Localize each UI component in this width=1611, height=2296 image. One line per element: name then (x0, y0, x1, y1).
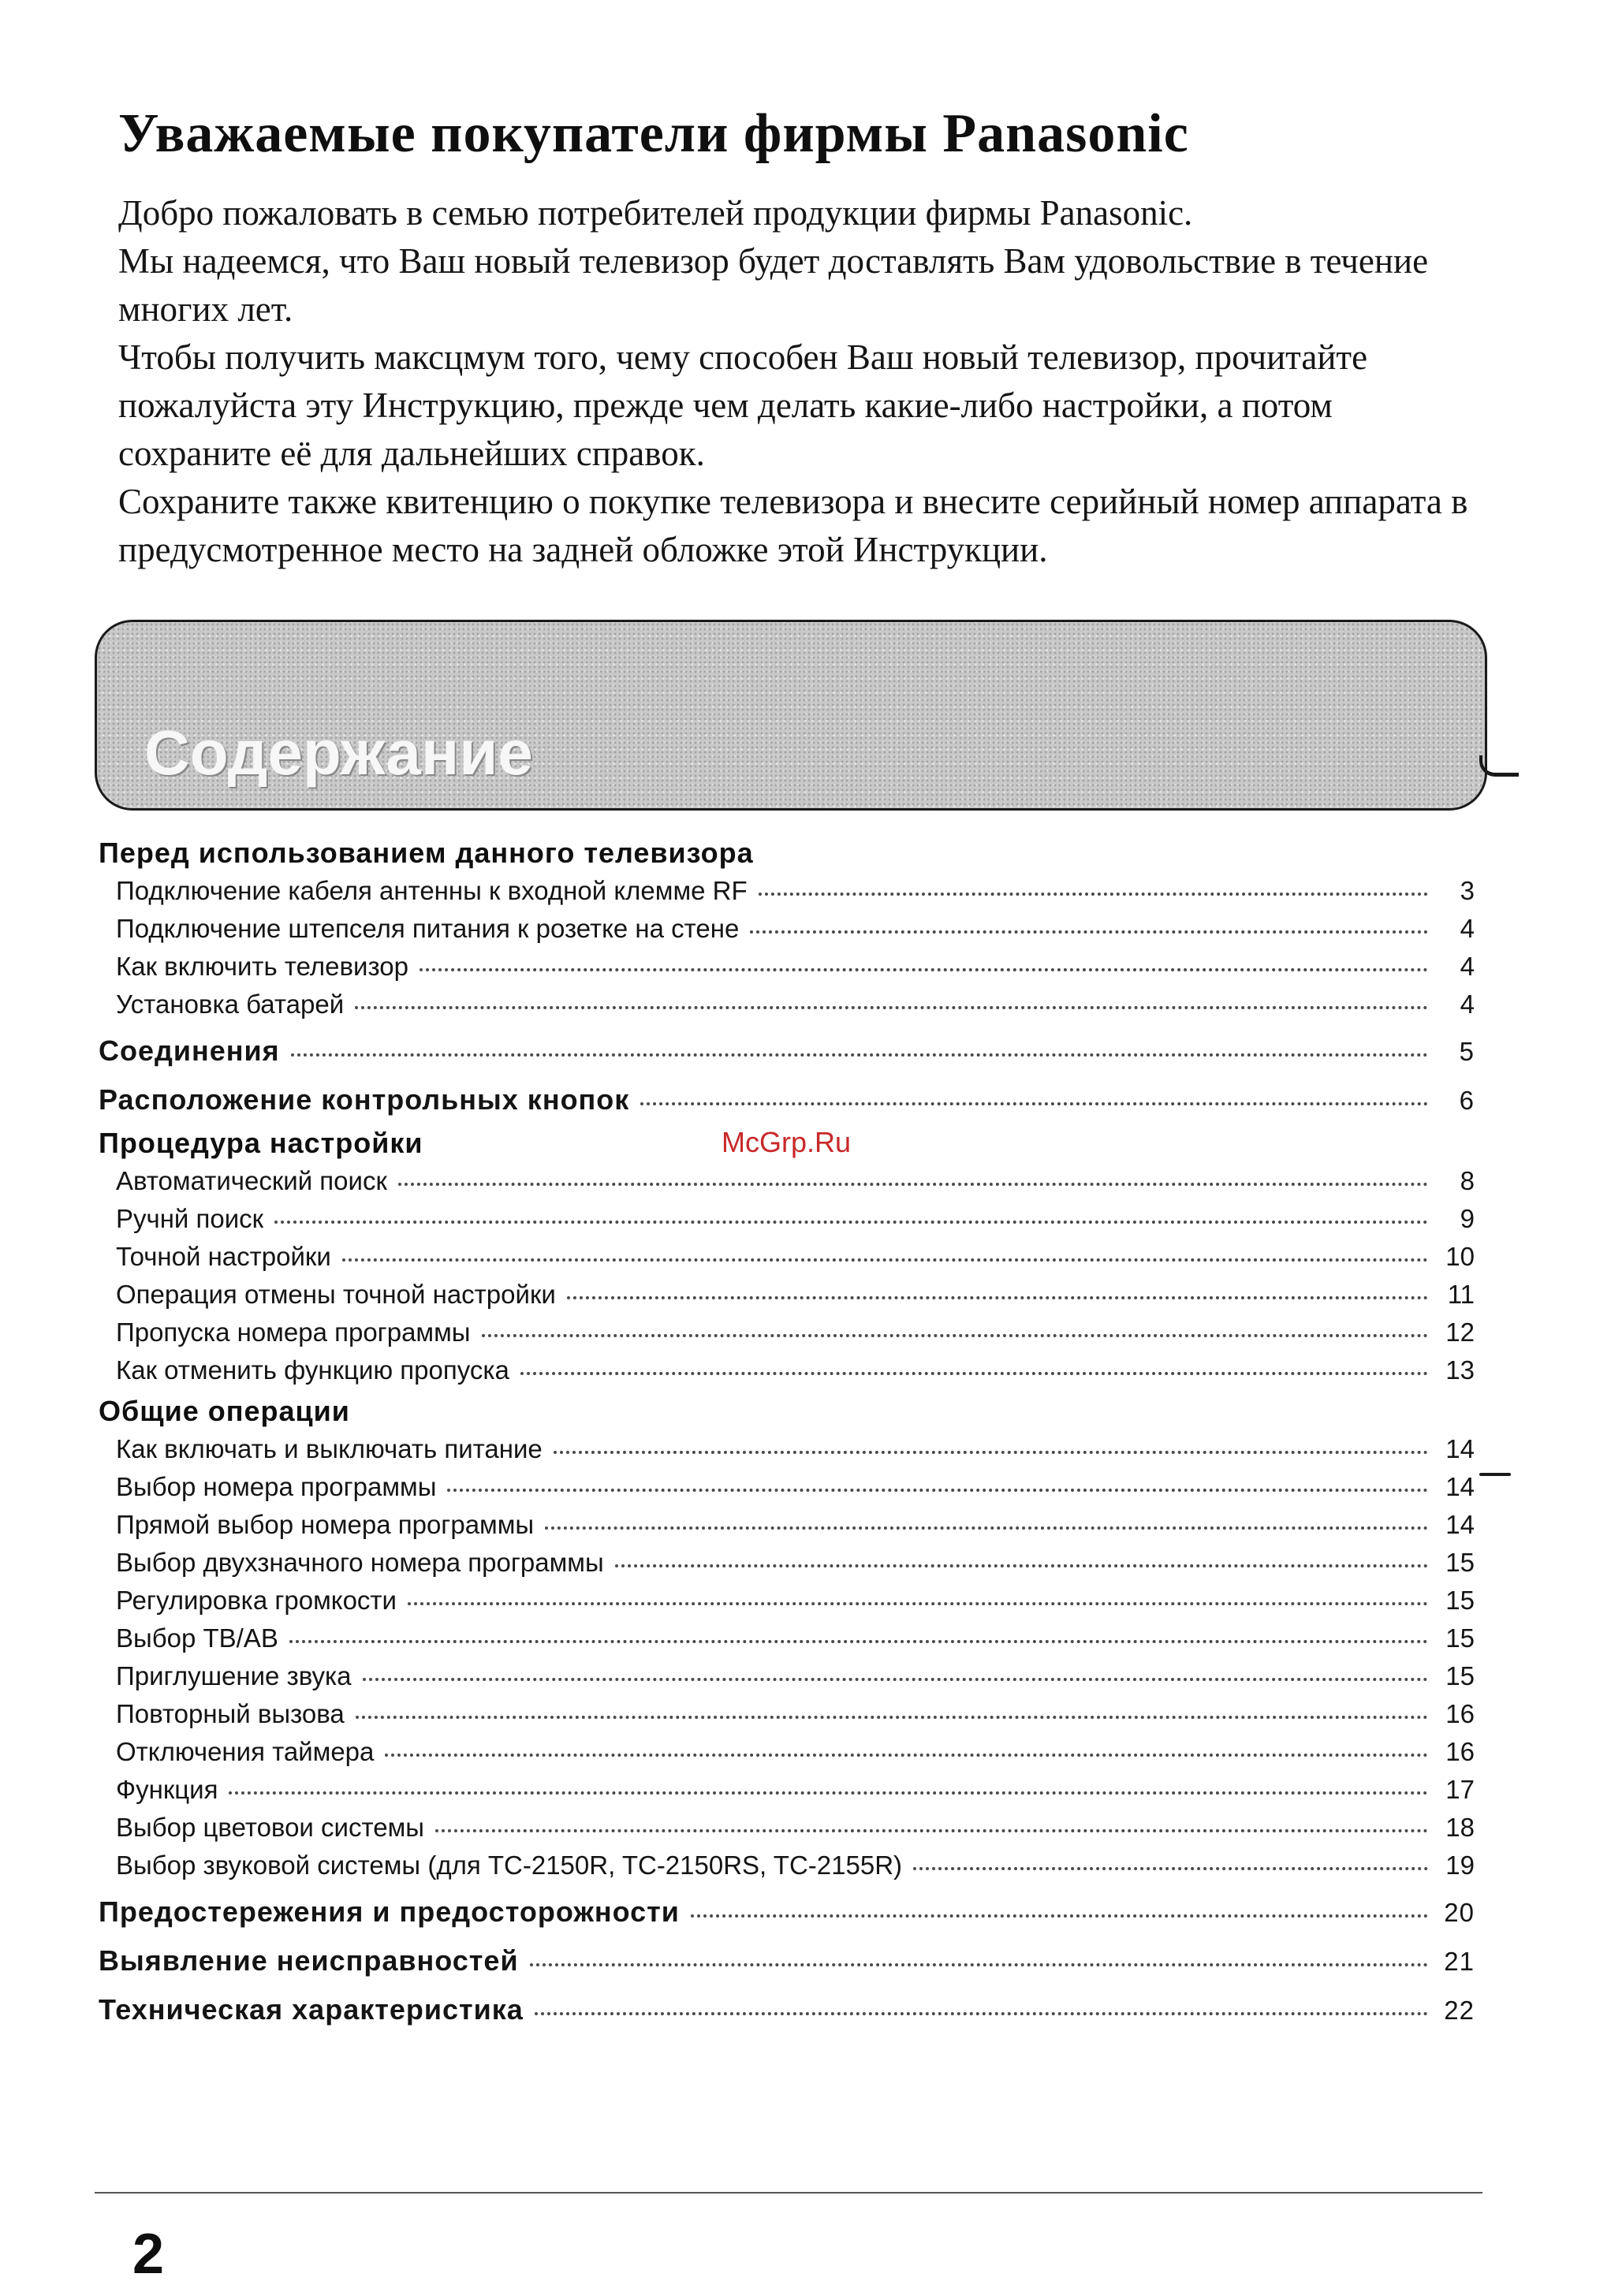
toc-section-title: Общие операции (99, 1395, 350, 1427)
dot-leader (535, 2012, 1428, 2015)
toc-entry[interactable] (99, 1351, 1475, 1389)
toc-entry-page: 15 (1445, 1661, 1475, 1690)
toc-entry-label: Операция отмены точной настройки (116, 1280, 556, 1309)
toc-entry-page: 16 (1445, 1737, 1475, 1766)
toc-entry-page: 10 (1445, 1242, 1475, 1271)
dot-leader (691, 1914, 1428, 1918)
toc-entry-label: Выбор двухзначного номера программы (116, 1548, 604, 1577)
toc-entry-label: Функция (116, 1775, 218, 1804)
toc-entry[interactable] (99, 1657, 1475, 1695)
toc-entry-page: 8 (1460, 1166, 1475, 1195)
toc-entry-page: 13 (1445, 1355, 1475, 1385)
toc-section (99, 1124, 1475, 1389)
dot-leader (289, 1640, 1428, 1643)
toc-entry-label: Техническая характеристика (99, 1993, 524, 2026)
toc-entry-label: Установка батарей (116, 990, 345, 1019)
dot-leader (356, 1716, 1428, 1719)
toc-entry-label: Соединения (99, 1034, 280, 1067)
toc-entry-label: Предостережения и предосторожности (99, 1895, 680, 1928)
dot-leader (385, 1754, 1428, 1757)
toc-entry-label: Выявление неисправностей (99, 1944, 519, 1977)
toc-entry-page: 6 (1459, 1086, 1475, 1115)
dot-leader (759, 893, 1428, 896)
toc-entry-page: 12 (1445, 1318, 1475, 1347)
toc-entry-page: 4 (1460, 990, 1475, 1019)
toc-section-title: Перед использованием данного телевизора (99, 837, 754, 869)
toc-entry-page: 18 (1445, 1813, 1475, 1842)
toc-main-entry[interactable] (99, 1936, 1475, 1985)
toc-entry-page: 19 (1445, 1851, 1475, 1880)
toc-entry-page: 21 (1444, 1947, 1475, 1976)
dot-leader (640, 1102, 1428, 1105)
dot-leader (545, 1526, 1428, 1530)
contents-title: Содержание (144, 718, 533, 788)
intro-paragraph: Мы надеемся, что Ваш новый телевизор будет доставлять Вам удовольствие в течение многих лет. (118, 241, 1429, 329)
dot-leader (408, 1602, 1428, 1605)
dot-leader (291, 1053, 1428, 1057)
toc-entry[interactable] (99, 948, 1475, 986)
toc-section-title: Процедура настройки (99, 1127, 423, 1159)
toc-entry-label: Повторный вызова (116, 1699, 345, 1728)
dot-leader (482, 1334, 1428, 1337)
contents-banner (95, 620, 1487, 811)
toc-entry-label: Расположение контрольных кнопок (99, 1083, 630, 1116)
toc-main-entry[interactable] (99, 1888, 1475, 1936)
toc-entry-page: 4 (1460, 952, 1475, 981)
dot-leader (420, 968, 1428, 971)
toc-entry[interactable] (99, 1582, 1475, 1620)
table-of-contents (99, 834, 1475, 2034)
toc-entry-label: Подключение штепселя питания к розетке на стене (116, 914, 740, 943)
intro-text (118, 189, 1490, 574)
dot-leader (447, 1489, 1428, 1492)
toc-entry-page: 16 (1445, 1699, 1475, 1728)
dot-leader (229, 1791, 1428, 1795)
dot-leader (554, 1451, 1428, 1454)
dot-leader (913, 1867, 1428, 1870)
toc-main-entry[interactable] (99, 1027, 1475, 1075)
toc-entry-label: Как включать и выключать питание (116, 1434, 543, 1463)
dot-leader (274, 1221, 1428, 1224)
toc-main-entry[interactable] (99, 1075, 1475, 1124)
toc-entry-page: 15 (1445, 1623, 1475, 1653)
toc-entry-page: 3 (1460, 876, 1475, 905)
toc-entry-page: 14 (1445, 1472, 1475, 1501)
toc-entry[interactable] (99, 1238, 1475, 1276)
dot-leader (363, 1678, 1428, 1681)
toc-entry-label: Автоматический поиск (116, 1166, 387, 1195)
watermark-text: McGrp.Ru (722, 1126, 852, 1158)
toc-entry-label: Отключения таймера (116, 1737, 375, 1766)
toc-entry[interactable] (99, 1771, 1475, 1809)
dot-leader (520, 1372, 1428, 1375)
toc-entry-page: 9 (1460, 1204, 1475, 1233)
dot-leader (435, 1829, 1428, 1832)
toc-entry-label: Выбор номера программы (116, 1472, 437, 1501)
toc-entry-page: 14 (1445, 1434, 1475, 1463)
toc-entry-page: 15 (1445, 1548, 1475, 1577)
toc-entry[interactable] (99, 1695, 1475, 1733)
dot-leader (398, 1183, 1428, 1186)
toc-entry[interactable] (99, 910, 1475, 948)
toc-entry[interactable] (99, 1276, 1475, 1314)
toc-entry[interactable] (99, 1162, 1475, 1200)
toc-entry-label: Подключение кабеля антенны к входной клемме RF (116, 876, 748, 905)
toc-entry-page: 11 (1447, 1280, 1475, 1309)
toc-entry-page: 15 (1445, 1586, 1475, 1615)
toc-main-entry[interactable] (99, 1985, 1475, 2034)
footer-divider (95, 2192, 1482, 2194)
toc-entry[interactable] (99, 1544, 1475, 1582)
toc-entry-label: Ручнй поиск (116, 1204, 264, 1233)
intro-paragraph: Сохраните также квитенцию о покупке телевизора и внесите серийный номер аппарата в предусмотренное место на задней обложке этой Инструкции. (118, 482, 1468, 569)
page-title: Уважаемые покупатели фирмы Panasonic (118, 103, 1189, 164)
toc-entry-page: 4 (1460, 914, 1475, 943)
banner-corner-hook (1479, 755, 1519, 777)
toc-entry-label: Как отменить функцию пропуска (116, 1355, 509, 1385)
toc-section (99, 834, 1475, 1023)
margin-mark (1479, 1473, 1511, 1476)
dot-leader (342, 1258, 1428, 1262)
intro-paragraph: Добро пожаловать в семью потребителей продукции фирмы Panasonic. (118, 193, 1193, 233)
toc-entry[interactable] (99, 986, 1475, 1023)
dot-leader (355, 1006, 1428, 1009)
toc-entry[interactable] (99, 1314, 1475, 1351)
toc-entry-label: Прямой выбор номера программы (116, 1510, 535, 1539)
toc-entry-label: Приглушение звука (116, 1661, 352, 1690)
toc-entry-label: Пропуска номера программы (116, 1318, 471, 1347)
dot-leader (750, 930, 1428, 934)
dot-leader (567, 1296, 1428, 1299)
toc-entry-label: Выбор цветовои системы (116, 1813, 424, 1842)
toc-entry-label: Как включить телевизор (116, 952, 408, 981)
toc-entry-page: 22 (1444, 1996, 1475, 2025)
toc-entry-label: Выбор ТВ/АВ (116, 1623, 278, 1653)
toc-entry-label: Выбор звуковой системы (для TC-2150R, TC-2150RS, TC-2155R) (116, 1851, 903, 1880)
toc-entry[interactable] (99, 872, 1475, 910)
dot-leader (615, 1564, 1428, 1567)
toc-section (99, 1392, 1475, 1884)
dot-leader (530, 1963, 1428, 1966)
toc-entry-label: Точной настройки (116, 1242, 331, 1271)
toc-entry[interactable] (99, 1200, 1475, 1238)
page-number: 2 (132, 2223, 165, 2286)
toc-entry-page: 17 (1445, 1775, 1475, 1804)
toc-entry-page: 20 (1444, 1898, 1475, 1927)
toc-entry-page: 5 (1459, 1037, 1475, 1066)
intro-paragraph: Чтобы получить максцмум того, чему способен Ваш новый телевизор, прочитайте пожалуйста эту Инструкцию, прежде чем делать какие-либо настройки, а потом сохраните её для дальнейших справок. (118, 337, 1368, 473)
toc-entry-page: 14 (1445, 1510, 1475, 1539)
toc-entry[interactable] (99, 1468, 1475, 1506)
toc-entry[interactable] (99, 1847, 1475, 1884)
toc-entry[interactable] (99, 1620, 1475, 1657)
toc-entry-label: Регулировка громкости (116, 1586, 397, 1615)
toc-entry[interactable] (99, 1733, 1475, 1771)
toc-entry[interactable] (99, 1430, 1475, 1468)
toc-entry[interactable] (99, 1506, 1475, 1544)
toc-entry[interactable] (99, 1809, 1475, 1847)
